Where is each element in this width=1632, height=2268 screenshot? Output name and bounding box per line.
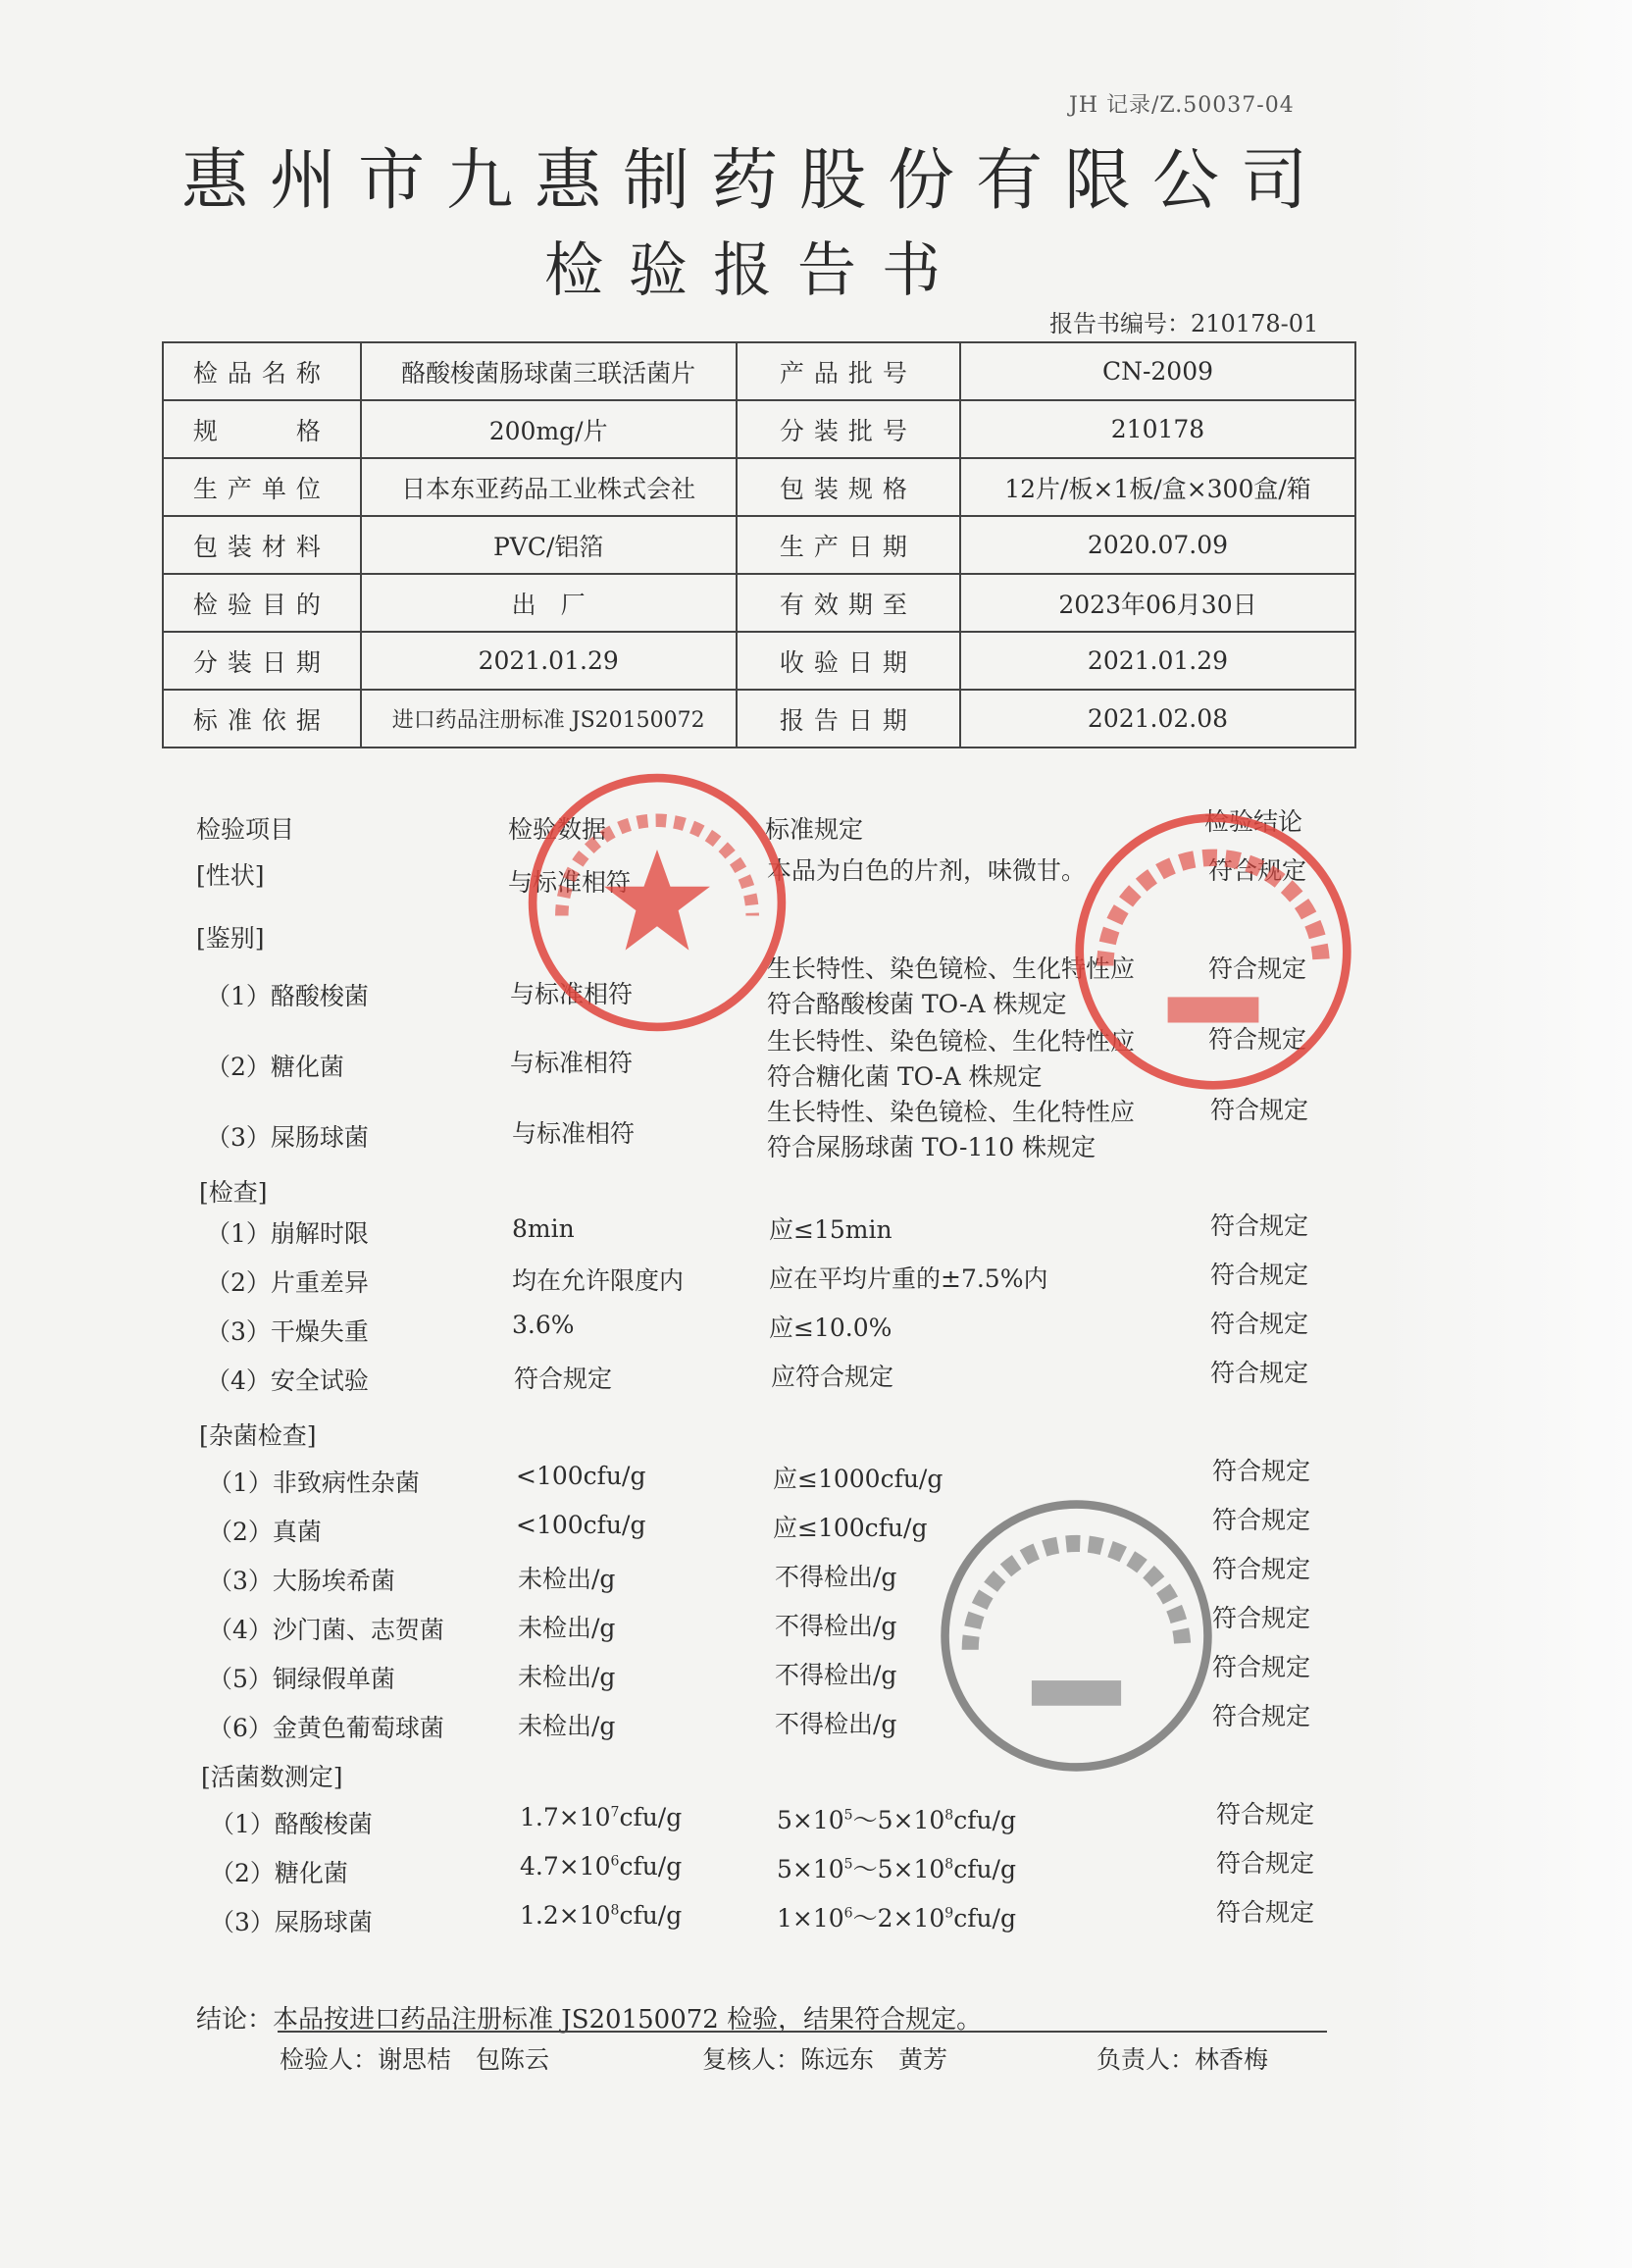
m4-item: （4）沙门菌、志贺菌 [208,1616,444,1644]
table-row [163,574,1355,632]
c4-item: （4）安全试验 [206,1366,369,1395]
v1-std: $5\times 10^5\sim 5\times 10^8cfu/g$ [777,1806,1016,1834]
spec: 200mg/片 [361,400,737,458]
c1-std: 应≤15min [769,1215,892,1244]
c2-data: 均在允许限度内 [512,1266,685,1295]
c3-std: 应≤10.0% [769,1314,892,1342]
header-result: 检验结论 [1204,807,1303,836]
m6-result: 符合规定 [1212,1702,1311,1730]
table-row [163,632,1355,690]
batch: CN-2009 [960,342,1355,400]
m6-data: 未检出/g [518,1712,616,1740]
id3-std: 生长特性、染色镜检、生化特性应 [767,1098,1136,1126]
m1-std: 应≤1000cfu/g [773,1465,944,1493]
prod-date: 2020.07.09 [960,516,1355,574]
purpose: 出 厂 [361,574,737,632]
c3-result: 符合规定 [1210,1310,1309,1338]
v3-std: $1\times 10^6\sim 2\times 10^9cfu/g$ [777,1904,1016,1933]
pack-date-label: 分装日期 [163,632,361,690]
header-data: 检验数据 [508,815,607,844]
v3-result: 符合规定 [1216,1898,1315,1927]
red-quality-seal-icon [1071,809,1355,1094]
maker-label: 生产单位 [163,458,361,516]
section-check: [检查] [199,1178,268,1207]
v1-result: 符合规定 [1216,1800,1315,1829]
pack-batch-label: 分装批号 [737,400,960,458]
product-info-table [162,341,1356,748]
id2-result: 符合规定 [1208,1025,1307,1054]
m5-result: 符合规定 [1212,1653,1311,1681]
product-name: 酪酸梭菌肠球菌三联活菌片 [361,342,737,400]
standard-label: 标准依据 [163,690,361,747]
conclusion-label: 结论： [196,2005,274,2035]
c3-data: 3.6% [512,1311,575,1339]
c3-item: （3）干燥失重 [206,1317,369,1346]
c1-data: 8min [512,1214,575,1243]
m4-std: 不得检出/g [775,1612,897,1640]
conclusion-underline [278,2031,1327,2033]
v3-item: （3）屎肠球菌 [210,1908,373,1936]
id1-data: 与标准相符 [510,980,634,1008]
m5-data: 未检出/g [518,1663,616,1691]
receive-date-label: 收验日期 [737,632,960,690]
standard: 进口药品注册标准 JS20150072 [361,690,737,747]
inspector-signature: 检验人：谢思桔 包陈云 [280,2045,550,2074]
pack-spec: 12片/板×1板/盒×300盒/箱 [960,458,1355,516]
m2-data: <100cfu/g [516,1511,646,1539]
section-microbe: [杂菌检查] [199,1421,317,1450]
report-date-label: 报告日期 [737,690,960,747]
manager-signature: 负责人：林香梅 [1096,2045,1269,2074]
doc-code: JH 记录/Z.50037-04 [1069,93,1295,118]
c1-result: 符合规定 [1210,1211,1309,1240]
purpose-label: 检验目的 [163,574,361,632]
scan-edge [1377,0,1632,2268]
m3-data: 未检出/g [518,1565,616,1593]
m5-std: 不得检出/g [775,1661,897,1689]
m5-item: （5）铜绿假单菌 [208,1665,395,1693]
section-identify: [鉴别] [196,924,265,953]
v3-data: $1.2\times 10^8cfu/g$ [520,1901,683,1930]
m6-item: （6）金黄色葡萄球菌 [208,1714,444,1742]
c2-std: 应在平均片重的±7.5%内 [769,1264,1048,1293]
m2-std: 应≤100cfu/g [773,1514,928,1542]
section-appearance: [性状] [196,861,265,890]
id2-item: （2）糖化菌 [206,1053,344,1081]
id3-std2: 符合屎肠球菌 TO-110 株规定 [767,1133,1096,1161]
appearance-result: 符合规定 [1208,856,1307,885]
id3-item: （3）屎肠球菌 [206,1123,369,1152]
appearance-data: 与标准相符 [508,868,632,897]
reviewer-signature: 复核人：陈远东 黄芳 [702,2045,948,2074]
spec-label: 规 格 [163,400,361,458]
red-seal-star-icon [525,770,790,1035]
c4-std: 应符合规定 [771,1363,894,1391]
m3-std: 不得检出/g [775,1563,897,1591]
c4-result: 符合规定 [1210,1359,1309,1387]
id2-std: 生长特性、染色镜检、生化特性应 [767,1027,1136,1056]
table-row [163,690,1355,747]
appearance-std: 本品为白色的片剂，味微甘。 [767,856,1087,885]
m2-result: 符合规定 [1212,1506,1311,1534]
batch-label: 产品批号 [737,342,960,400]
c4-data: 符合规定 [514,1365,613,1393]
m1-item: （1）非致病性杂菌 [208,1469,420,1497]
m2-item: （2）真菌 [208,1518,322,1546]
v1-item: （1）酪酸梭菌 [210,1810,373,1838]
id3-result: 符合规定 [1210,1096,1309,1124]
maker: 日本东亚药品工业株式会社 [361,458,737,516]
conclusion-text: 本品按进口药品注册标准 JS20150072 检验，结果符合规定。 [273,2005,983,2035]
header-item: 检验项目 [196,815,295,844]
receive-date: 2021.01.29 [960,632,1355,690]
m4-data: 未检出/g [518,1614,616,1642]
id2-data: 与标准相符 [510,1049,634,1077]
v2-item: （2）糖化菌 [210,1859,348,1887]
product-name-label: 检品名称 [163,342,361,400]
id3-data: 与标准相符 [512,1119,636,1148]
header-std: 标准规定 [765,815,864,844]
m4-result: 符合规定 [1212,1604,1311,1632]
expiry-label: 有效期至 [737,574,960,632]
m3-item: （3）大肠埃希菌 [208,1567,395,1595]
company-name: 惠州市九惠制药股份有限公司 [180,142,1329,220]
report-date: 2021.02.08 [960,690,1355,747]
c1-item: （1）崩解时限 [206,1219,369,1248]
id1-item: （1）酪酸梭菌 [206,982,369,1010]
v2-data: $4.7\times 10^6cfu/g$ [520,1852,683,1881]
v2-result: 符合规定 [1216,1849,1315,1878]
section-count: [活菌数测定] [201,1763,343,1791]
m1-result: 符合规定 [1212,1457,1311,1485]
doc-title: 检验报告书 [544,236,966,305]
m6-std: 不得检出/g [775,1710,897,1738]
expiry: 2023年06月30日 [960,574,1355,632]
table-row [163,458,1355,516]
table-row [163,342,1355,400]
id1-result: 符合规定 [1208,954,1307,983]
id1-std: 生长特性、染色镜检、生化特性应 [767,954,1136,983]
v1-data: $1.7\times 10^7cfu/g$ [520,1803,683,1831]
material-label: 包装材料 [163,516,361,574]
table-row [163,516,1355,574]
v2-std: $5\times 10^5\sim 5\times 10^8cfu/g$ [777,1855,1016,1883]
pack-spec-label: 包装规格 [737,458,960,516]
c2-result: 符合规定 [1210,1261,1309,1289]
table-row [163,400,1355,458]
prod-date-label: 生产日期 [737,516,960,574]
gray-quality-seal-icon [937,1496,1216,1776]
c2-item: （2）片重差异 [206,1268,369,1297]
m1-data: <100cfu/g [516,1462,646,1490]
material: PVC/铝箔 [361,516,737,574]
id1-std2: 符合酪酸梭菌 TO-A 株规定 [767,990,1067,1018]
report-number: 报告书编号：210178-01 [1049,310,1319,337]
pack-batch: 210178 [960,400,1355,458]
id2-std2: 符合糖化菌 TO-A 株规定 [767,1062,1043,1091]
m3-result: 符合规定 [1212,1555,1311,1583]
pack-date: 2021.01.29 [361,632,737,690]
